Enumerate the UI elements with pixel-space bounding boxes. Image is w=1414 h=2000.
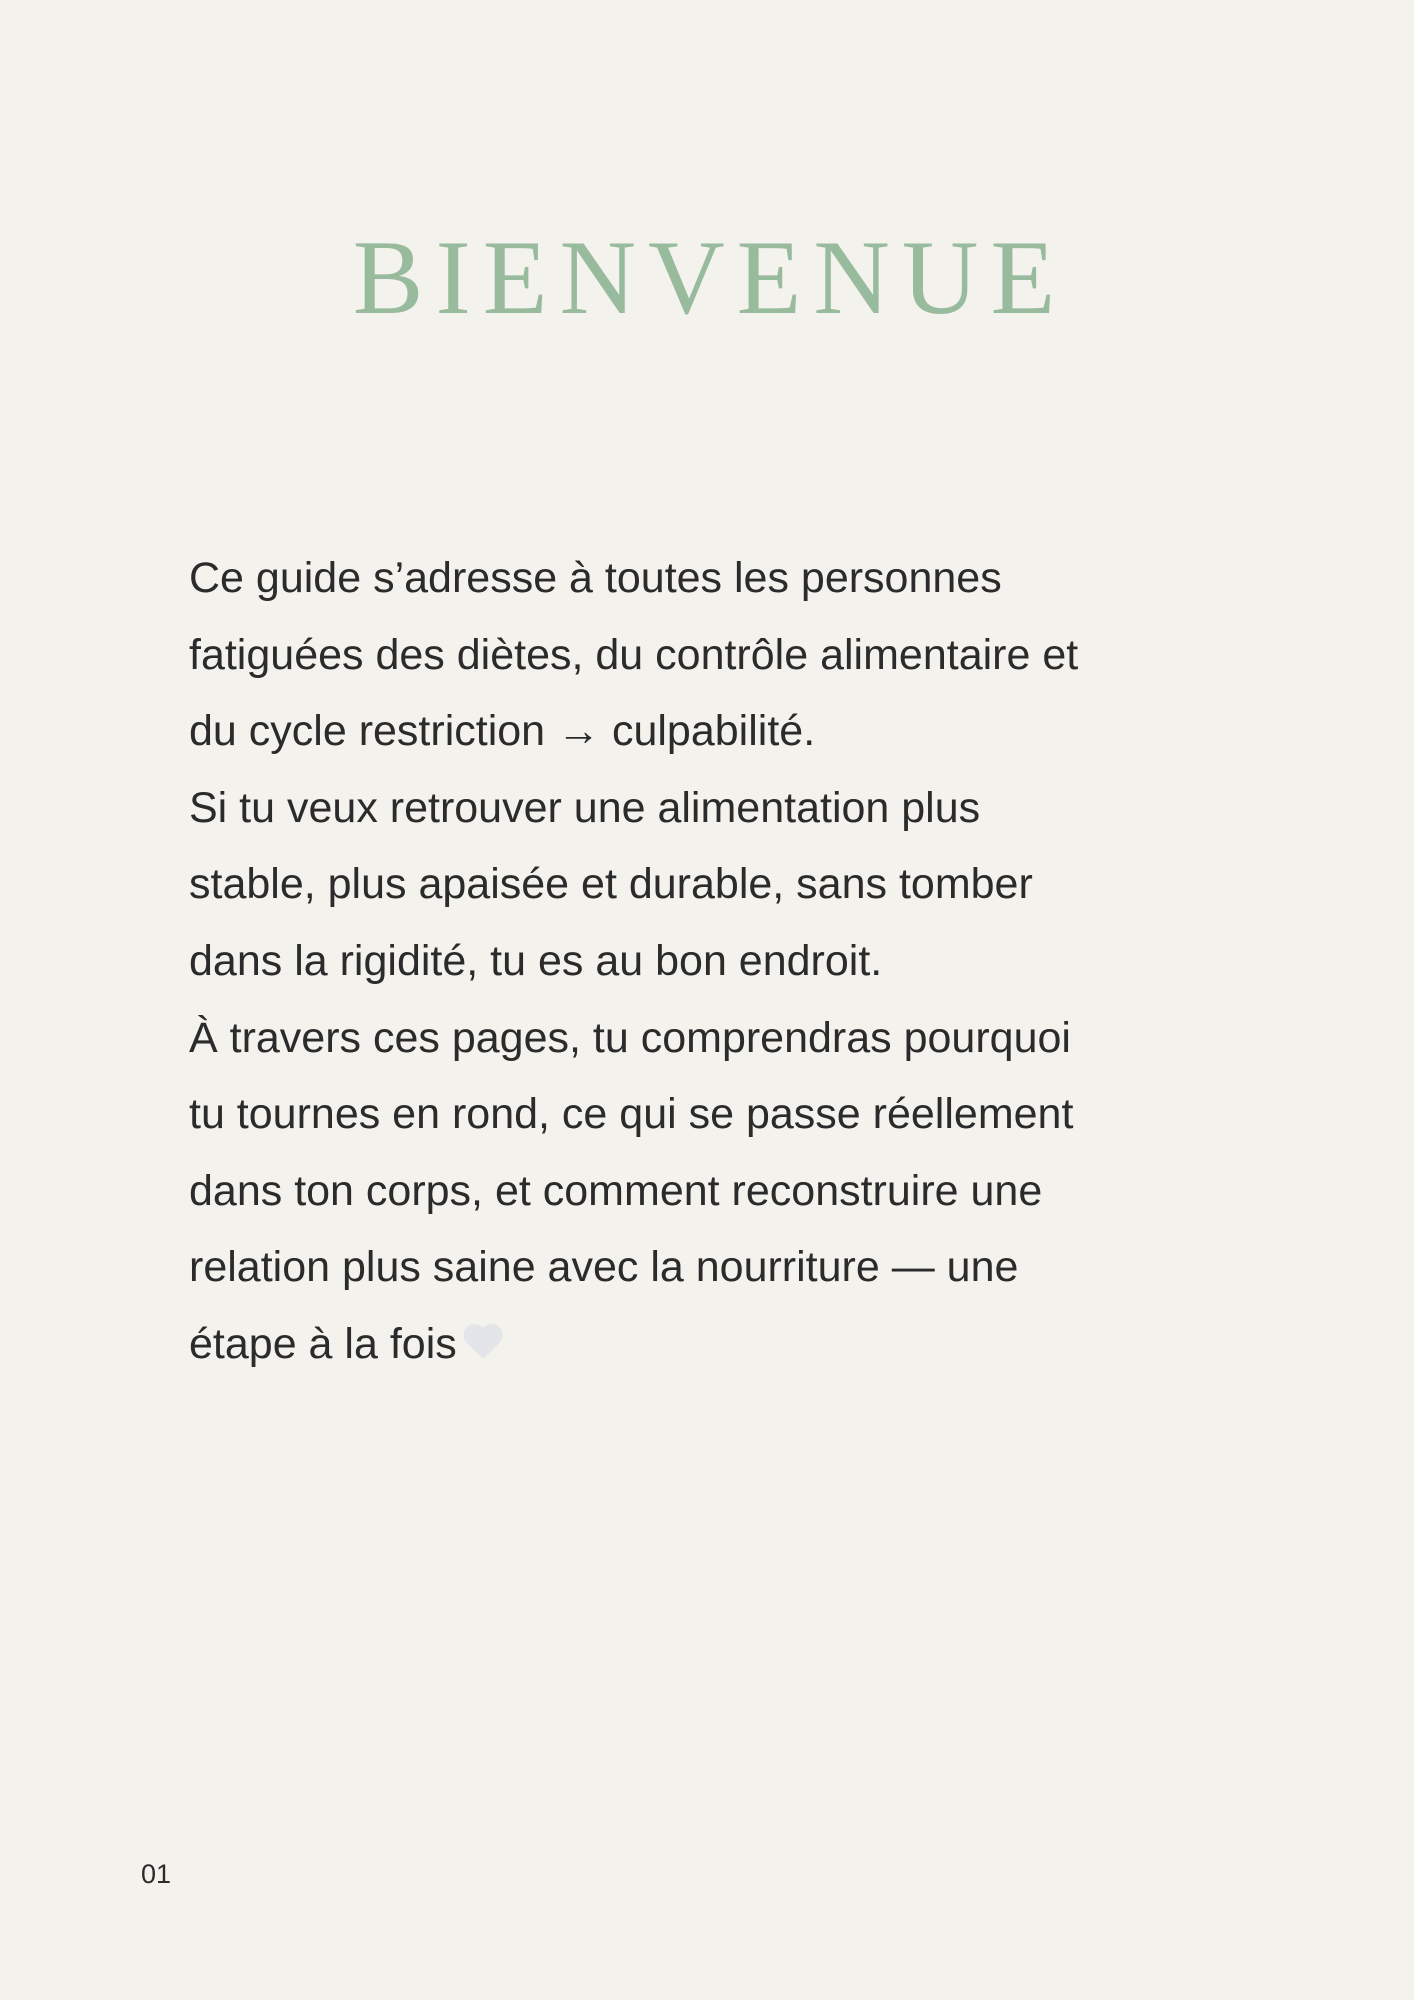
white-heart-icon [463,1325,503,1361]
paragraph-line: du cycle restriction → culpabilité. [189,707,816,756]
paragraph-line: dans ton corps, et comment reconstruire une [189,1166,1043,1215]
paragraph-line: stable, plus apaisée et durable, sans tomber [189,860,1033,909]
paragraph-line: relation plus saine avec la nourriture — une [189,1243,1019,1292]
page-number: 01 [141,1859,172,1889]
paragraph-line: dans la rigidité, tu es au bon endroit. [189,936,883,985]
paragraph-line: fatiguées des diètes, du contrôle alimentaire et [189,630,1079,679]
intro-paragraph [189,540,1229,1383]
paragraph-line: tu tournes en rond, ce qui se passe réellement [189,1090,1074,1139]
paragraph-line: À travers ces pages, tu comprendras pourquoi [189,1013,1071,1062]
paragraph-line-text: étape à la fois [189,1319,457,1368]
page-title: BIENVENUE [352,219,1068,336]
paragraph-line: Si tu veux retrouver une alimentation plus [189,783,981,832]
paragraph-last-line [189,1306,1229,1383]
paragraph-line: Ce guide s’adresse à toutes les personnes [189,554,1002,602]
